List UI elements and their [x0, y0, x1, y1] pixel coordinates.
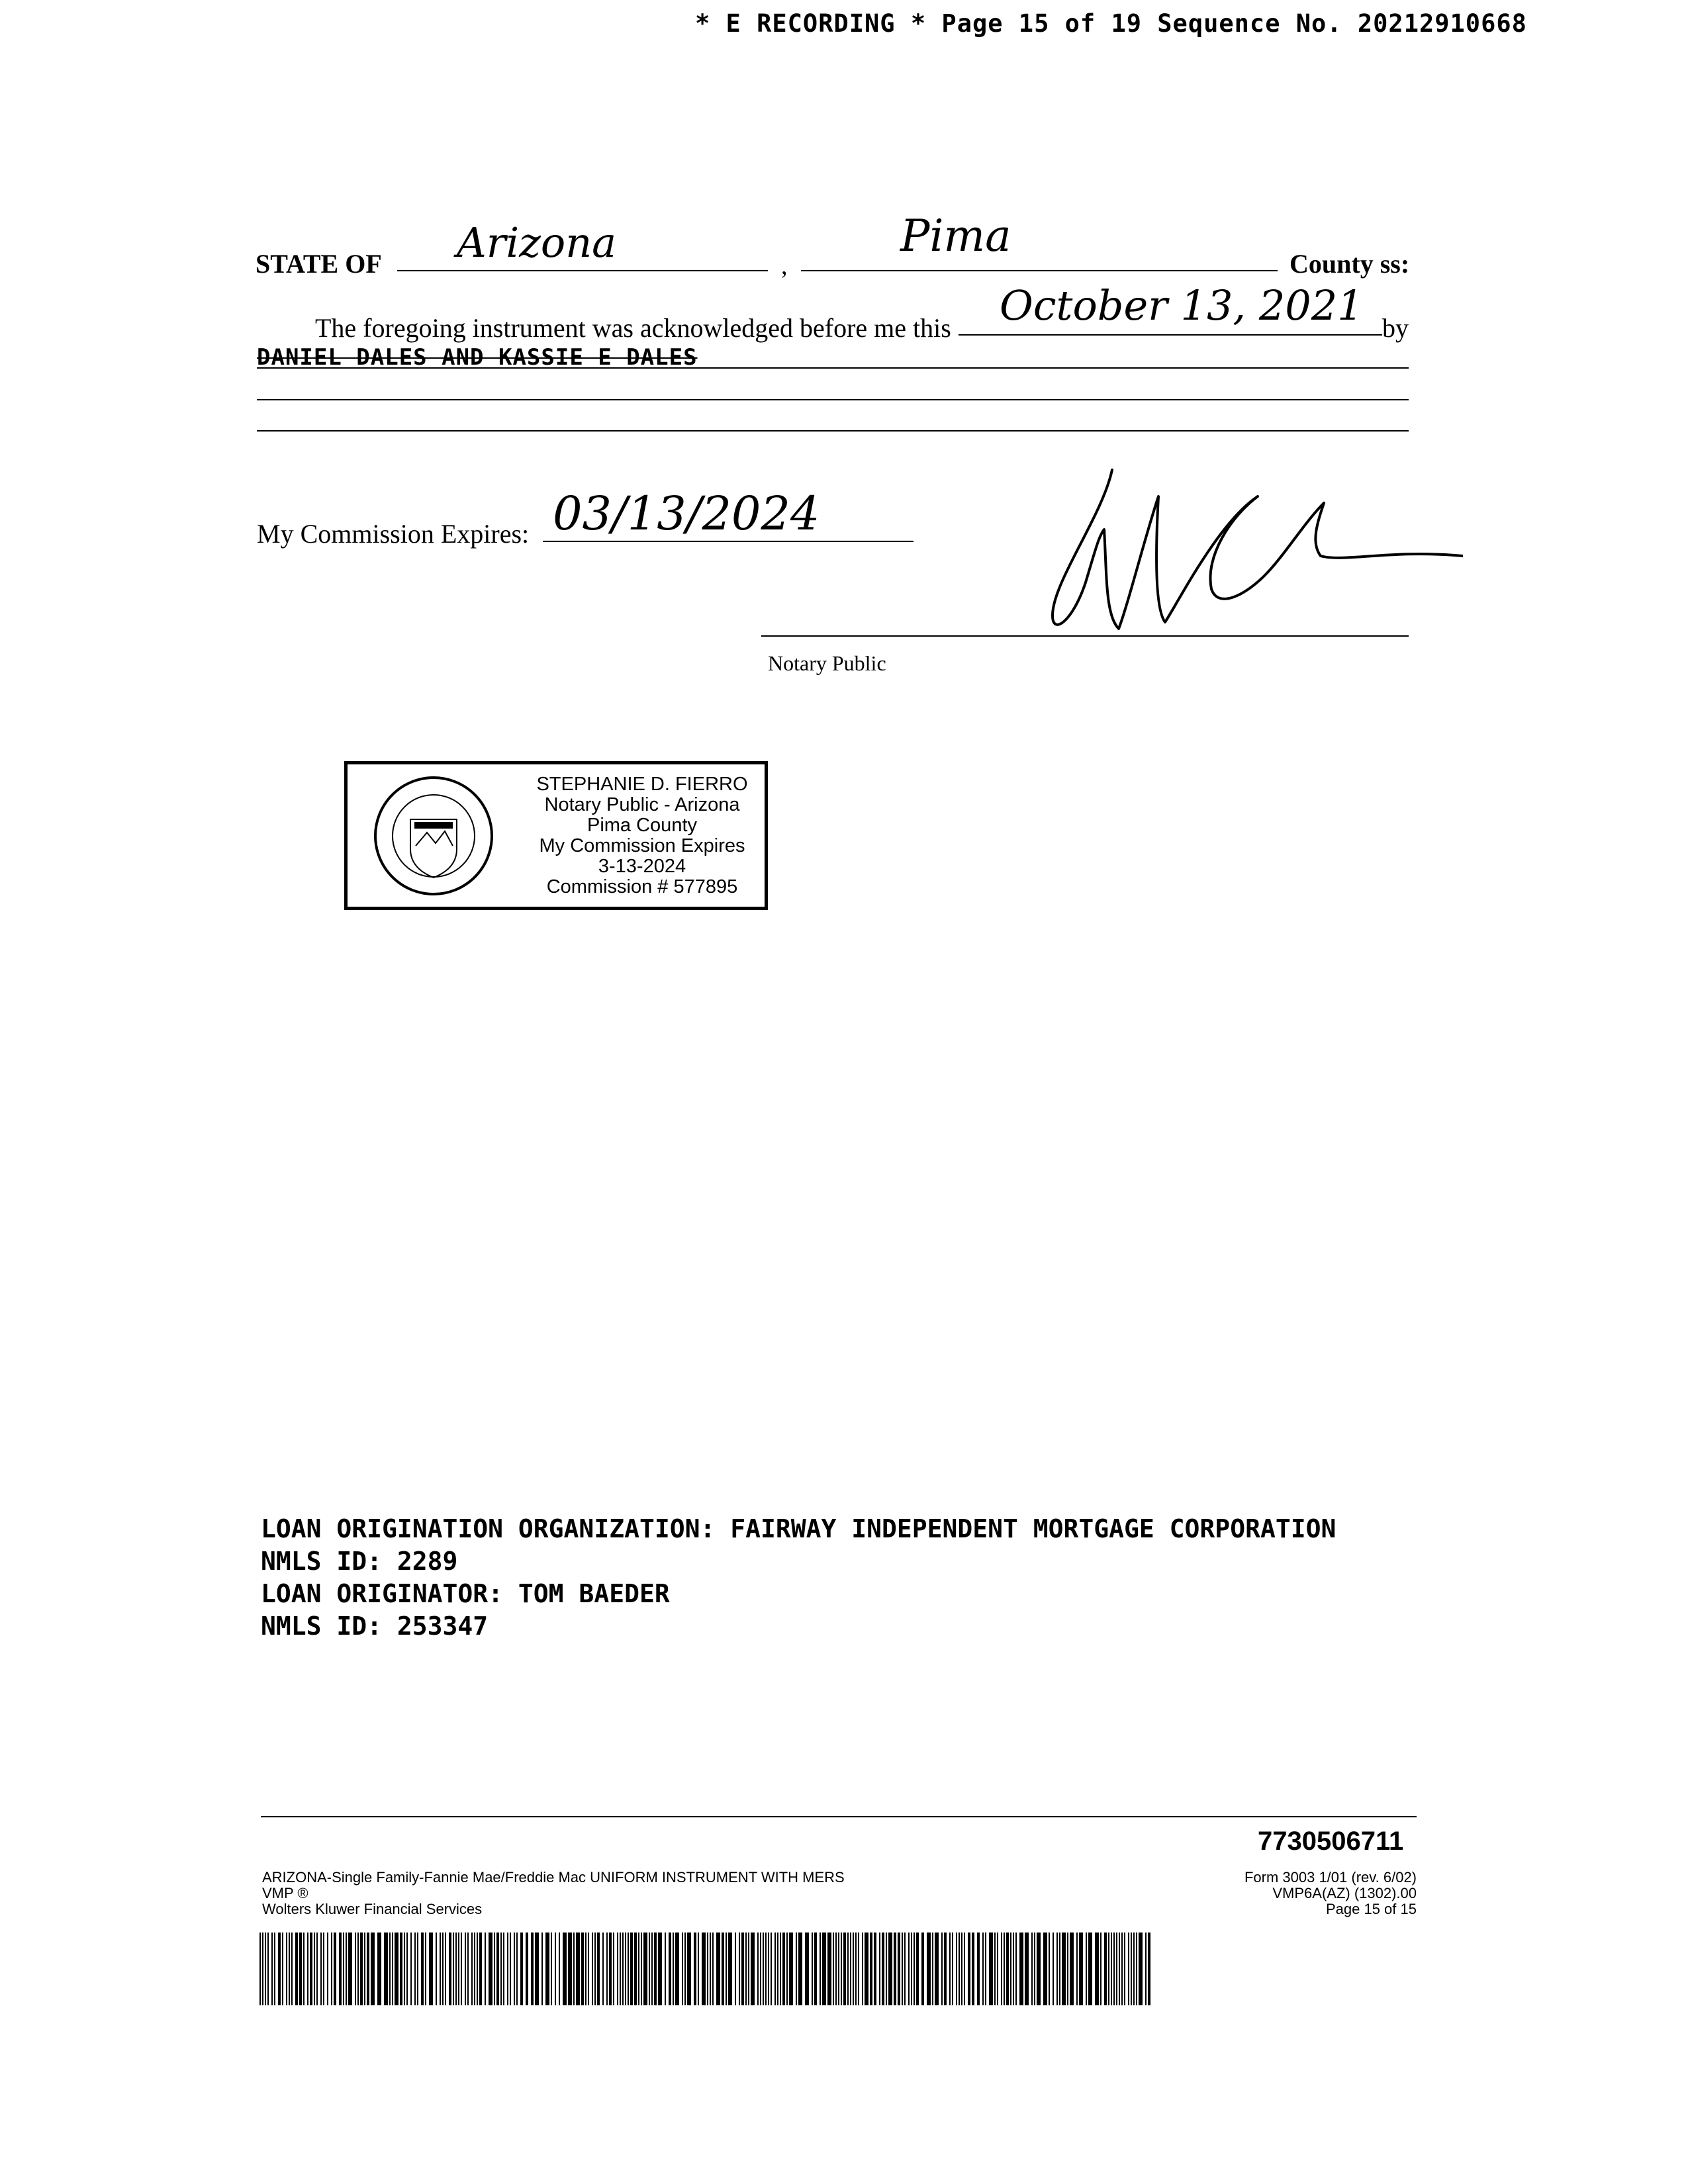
signature-line — [761, 635, 1409, 637]
parties-underline-1 — [257, 367, 1409, 369]
stamp-county: Pima County — [586, 815, 697, 836]
footer-form-number — [1139, 1870, 1417, 1917]
loan-org-nmls: NMLS ID: 2289 — [261, 1547, 458, 1576]
state-underline — [397, 270, 768, 271]
footer-rule — [261, 1816, 1417, 1817]
loan-org-line: LOAN ORIGINATION ORGANIZATION: FAIRWAY INDEPENDENT MORTGAGE CORPORATION — [261, 1514, 1336, 1543]
loan-originator-line: LOAN ORIGINATOR: TOM BAEDER — [261, 1579, 670, 1608]
commission-expires-label: My Commission Expires: — [257, 519, 530, 549]
loan-originator-nmls: NMLS ID: 253347 — [261, 1612, 489, 1641]
ack-date-handwritten: October 13, 2021 — [1000, 281, 1364, 330]
county-handwritten: Pima — [900, 210, 1011, 261]
parties-names: DANIEL DALES AND KASSIE E DALES — [257, 344, 698, 371]
footer-right-line1: Form 3003 1/01 (rev. 6/02) — [1244, 1869, 1417, 1886]
stamp-commission-number: Commission # 577895 — [546, 876, 738, 897]
barcode — [259, 1933, 1153, 2005]
by-label: by — [1382, 313, 1409, 343]
stamp-title: Notary Public - Arizona — [544, 794, 740, 815]
state-county-separator: , — [781, 252, 788, 280]
acknowledgment-text: The foregoing instrument was acknowledged before me this — [315, 313, 951, 343]
footer-left-line1: ARIZONA-Single Family-Fannie Mae/Freddie Mac UNIFORM INSTRUMENT WITH MERS — [262, 1869, 845, 1886]
footer-left-line3: Wolters Kluwer Financial Services — [262, 1901, 483, 1917]
notary-stamp — [344, 761, 774, 917]
commission-underline — [543, 541, 914, 542]
commission-date-handwritten: 03/13/2024 — [553, 486, 820, 541]
footer-right-line3: Page 15 of 15 — [1325, 1901, 1417, 1917]
footer-loan-number: 7730506711 — [1258, 1827, 1404, 1856]
stamp-expires-label: My Commission Expires — [539, 835, 745, 856]
county-underline — [801, 270, 1278, 271]
state-label: STATE OF — [256, 249, 382, 279]
ack-date-underline — [959, 334, 1382, 336]
parties-underline-2 — [257, 399, 1409, 400]
recording-header: * E RECORDING * Page 15 of 19 Sequence No. 20212910668 — [695, 9, 1527, 38]
stamp-notary-name: STEPHANIE D. FIERRO — [536, 774, 748, 795]
arizona-seal — [371, 773, 496, 899]
loan-origination-block — [261, 1513, 1336, 1643]
notary-public-label: Notary Public — [768, 651, 886, 675]
footer-left-line2: VMP ® — [262, 1885, 308, 1901]
notary-signature — [953, 457, 1463, 649]
footer-right-line2: VMP6A(AZ) (1302).00 — [1272, 1885, 1417, 1901]
county-label: County ss: — [1289, 249, 1410, 279]
state-handwritten: Arizona — [457, 218, 617, 267]
parties-underline-3 — [257, 430, 1409, 432]
stamp-text — [523, 774, 761, 897]
stamp-expires-date: 3-13-2024 — [598, 856, 686, 877]
footer-form-info — [262, 1870, 845, 1917]
